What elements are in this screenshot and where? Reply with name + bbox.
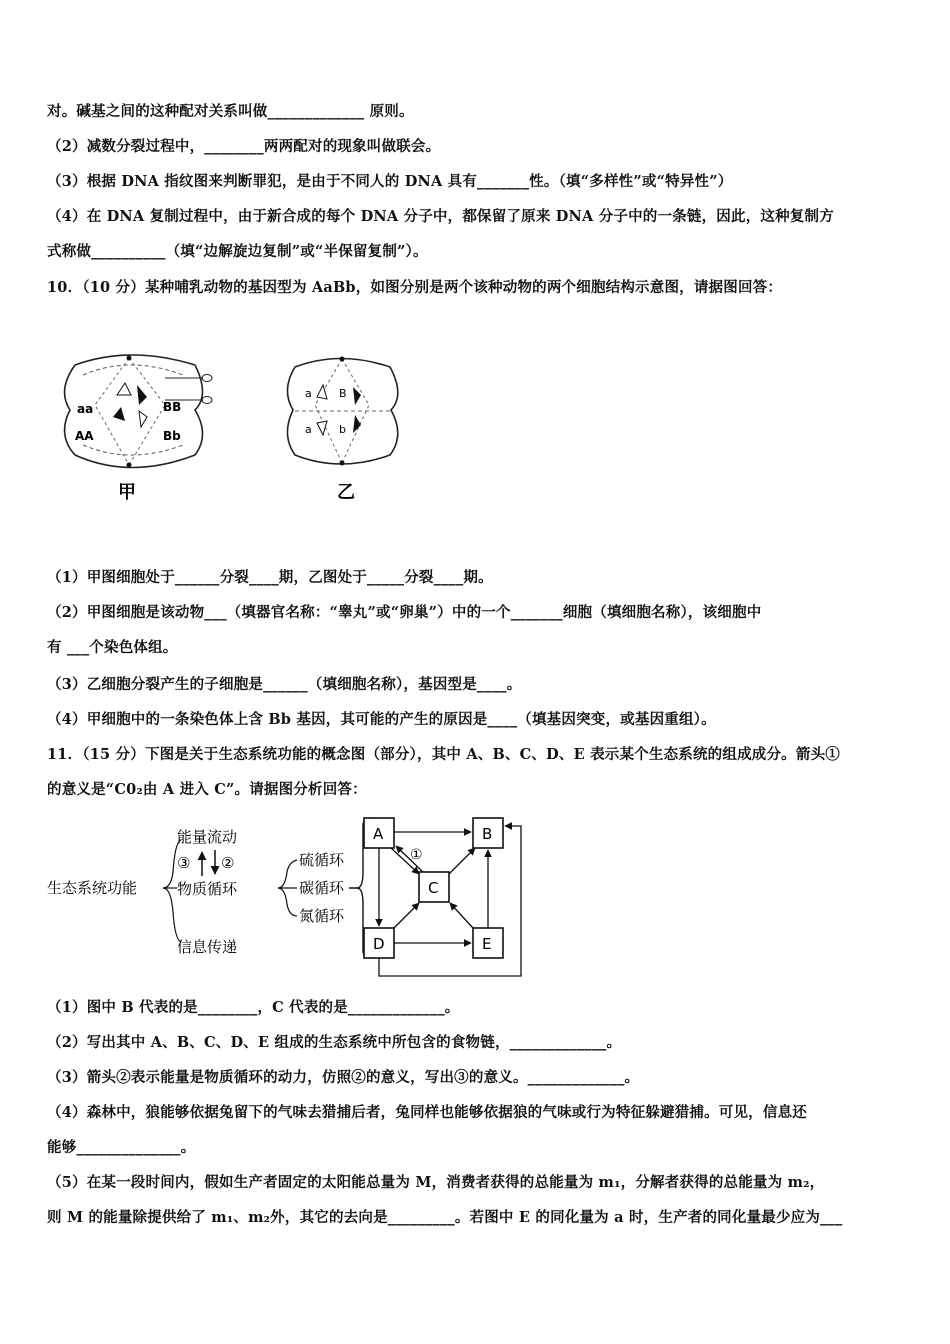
map-energy: 能量流动 bbox=[177, 828, 238, 846]
node-E: E bbox=[482, 935, 492, 953]
label-aa: aa bbox=[77, 402, 94, 416]
q11-part-4a: （4）森林中，狼能够依据兔留下的气味去猎捕后者，兔同样也能够依据狼的气味或行为特征躲避猎捕。可见，信息还 bbox=[47, 1104, 807, 1121]
q10-part-1: （1）甲图细胞处于______分裂____期，乙图处于_____分裂____期。 bbox=[47, 569, 493, 586]
label-BB: BB bbox=[163, 400, 182, 414]
node-A: A bbox=[373, 825, 384, 843]
node-B: B bbox=[482, 825, 493, 843]
caption-yi: 乙 bbox=[337, 482, 355, 503]
map-arrow-2: ② bbox=[221, 854, 235, 872]
q10-part-4: （4）甲细胞中的一条染色体上含 Bb 基因，其可能的产生的原因是____（填基因突变，或基因重组）。 bbox=[47, 711, 716, 728]
q10-part-2a: （2）甲图细胞是该动物___（填器官名称：“睾丸”或“卵巢”）中的一个_______细胞（填细胞名称），该细胞中 bbox=[47, 604, 762, 621]
q10-part-2b: 有 ___个染色体组。 bbox=[47, 639, 178, 656]
q9-part-2: （2）减数分裂过程中，________两两配对的现象叫做联会。 bbox=[47, 138, 441, 155]
label-yi-b: b bbox=[339, 423, 346, 436]
map-root: 生态系统功能 bbox=[47, 879, 138, 897]
node-D: D bbox=[373, 935, 385, 953]
label-yi-a-bottom: a bbox=[305, 423, 312, 436]
q9-part-3: （3）根据 DNA 指纹图来判断罪犯，是由于不同人的 DNA 具有_______性。（填“多样性”或“特异性”） bbox=[47, 173, 733, 190]
map-arrow-1: ① bbox=[410, 847, 423, 863]
map-sulfur: 硫循环 bbox=[299, 851, 345, 869]
cell-jia bbox=[65, 355, 212, 503]
map-material: 物质循环 bbox=[177, 880, 238, 898]
q11-part-4b: 能够______________。 bbox=[47, 1139, 196, 1156]
label-yi-B: B bbox=[339, 387, 347, 400]
q10-stem: 10．（10 分）某种哺乳动物的基因型为 AaBb，如图分别是两个该种动物的两个细胞结构示意图，请据图回答： bbox=[47, 279, 783, 296]
q10-part-3: （3）乙细胞分裂产生的子细胞是______（填细胞名称），基因型是____。 bbox=[47, 676, 522, 693]
q11-concept-map bbox=[45, 812, 535, 987]
label-Bb: Bb bbox=[163, 429, 181, 443]
label-yi-a-top: a bbox=[305, 387, 312, 400]
caption-jia: 甲 bbox=[118, 482, 136, 503]
q11-stem-b: 的意义是“C0₂由 A 进入 C”。请据图分析回答： bbox=[47, 781, 367, 798]
q10-cell-figure bbox=[55, 345, 415, 515]
map-arrow-3: ③ bbox=[177, 854, 191, 872]
q9-line-tail: 对。碱基之间的这种配对关系叫做_____________ 原则。 bbox=[47, 103, 414, 120]
map-nitrogen: 氮循环 bbox=[299, 907, 345, 925]
node-C: C bbox=[428, 879, 439, 897]
cell-yi bbox=[287, 357, 397, 504]
label-AA: AA bbox=[75, 429, 94, 443]
q11-part-3: （3）箭头②表示能量是物质循环的动力，仿照②的意义，写出③的意义。_____________。 bbox=[47, 1069, 640, 1086]
map-info: 信息传递 bbox=[177, 938, 238, 956]
q11-part-1: （1）图中 B 代表的是________，C 代表的是_____________。 bbox=[47, 999, 460, 1016]
q11-stem-a: 11．（15 分）下图是关于生态系统功能的概念图（部分），其中 A、B、C、D、E 表示某个生态系统的组成成分。箭头① bbox=[47, 746, 840, 763]
q9-part-4b: 式称做__________（填“边解旋边复制”或“半保留复制”）。 bbox=[47, 243, 428, 260]
q9-part-4a: （4）在 DNA 复制过程中，由于新合成的每个 DNA 分子中，都保留了原来 DNA 分子中的一条链，因此，这种复制方 bbox=[47, 208, 834, 225]
map-carbon: 碳循环 bbox=[299, 879, 345, 897]
q11-part-2: （2）写出其中 A、B、C、D、E 组成的生态系统中所包含的食物链，_____________。 bbox=[47, 1034, 622, 1051]
q11-part-5a: （5）在某一段时间内，假如生产者固定的太阳能总量为 M，消费者获得的总能量为 m₁，分解者获得的总能量为 m₂， bbox=[47, 1174, 825, 1191]
q11-part-5b: 则 M 的能量除提供给了 m₁、m₂外，其它的去向是_________。若图中 E 的同化量为 a 时，生产者的同化量最少应为___ bbox=[47, 1209, 843, 1226]
